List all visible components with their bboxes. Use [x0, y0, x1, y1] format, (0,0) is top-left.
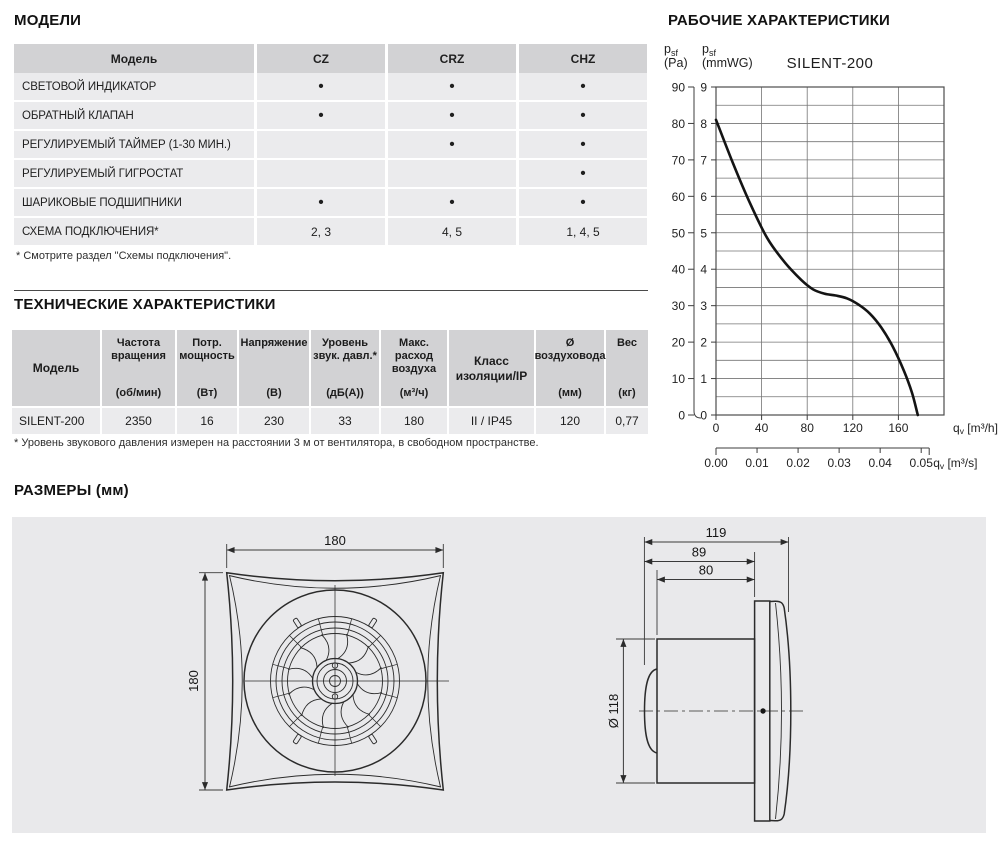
tech-header-name: Напряжение [240, 337, 308, 349]
models-col-header-CZ: CZ [257, 44, 385, 74]
tech-col-header [536, 330, 604, 406]
svg-text:2: 2 [700, 335, 707, 350]
models-value-cell: • [257, 73, 385, 100]
svg-text:0.01: 0.01 [745, 456, 769, 470]
svg-text:10: 10 [671, 372, 685, 387]
tech-header-unit: (кг) [618, 387, 636, 400]
models-value-cell: • [519, 160, 647, 187]
svg-text:0.05: 0.05 [909, 456, 933, 470]
svg-text:120: 120 [842, 421, 863, 435]
tech-col-header [177, 330, 237, 406]
tech-header-name: Потр. мощность [179, 337, 235, 362]
models-footnote: * Смотрите раздел "Схемы подключения". [16, 250, 232, 262]
chart-title: SILENT-200 [786, 55, 874, 72]
svg-text:0.02: 0.02 [786, 456, 810, 470]
dimensions-section-title: РАЗМЕРЫ (мм) [14, 482, 129, 499]
svg-text:90: 90 [671, 80, 685, 95]
tech-col-header [381, 330, 447, 406]
tech-value-cell: 120 [536, 408, 604, 434]
svg-text:6: 6 [700, 189, 707, 204]
tech-value-cell: 230 [239, 408, 309, 434]
front-width-dim: 180 [324, 533, 346, 548]
models-value-cell: • [257, 189, 385, 216]
svg-text:80: 80 [671, 116, 685, 131]
tech-header-name: Уровень звук. давл.* [313, 337, 377, 362]
side-view-drawing [606, 525, 803, 821]
tech-value-cell: 0,77 [606, 408, 648, 434]
svg-text:9: 9 [700, 80, 707, 95]
svg-text:0.04: 0.04 [868, 456, 892, 470]
svg-text:40: 40 [671, 262, 685, 277]
models-value-cell: 1, 4, 5 [519, 218, 647, 245]
svg-text:4: 4 [700, 262, 707, 277]
tech-col-header [12, 330, 100, 406]
models-value-cell [388, 160, 516, 187]
models-feature-label: РЕГУЛИРУЕМЫЙ ГИГРОСТАТ [14, 160, 254, 187]
models-value-cell: • [257, 102, 385, 129]
svg-text:7: 7 [700, 153, 707, 168]
tech-table [12, 330, 648, 434]
svg-text:70: 70 [671, 153, 685, 168]
axis-unit-label: qv [m³/s] [933, 456, 978, 471]
side-body-depth-dim: 89 [691, 544, 707, 560]
tech-header-unit: (дБ(А)) [326, 387, 364, 400]
side-total-depth-dim: 119 [705, 525, 727, 540]
tech-header-name: Макс. расход воздуха [391, 337, 437, 375]
svg-text:60: 60 [671, 189, 685, 204]
tech-col-header [606, 330, 648, 406]
models-feature-label: СВЕТОВОЙ ИНДИКАТОР [14, 73, 254, 100]
models-value-cell: • [388, 73, 516, 100]
side-duct-length-dim: 80 [698, 562, 714, 578]
models-value-cell: • [519, 102, 647, 129]
models-col-header-CRZ: CRZ [388, 44, 516, 74]
tech-value-cell: SILENT-200 [12, 408, 100, 434]
svg-text:0.00: 0.00 [704, 456, 728, 470]
models-col-header-CHZ: CHZ [519, 44, 647, 74]
front-height-dim: 180 [186, 670, 201, 692]
models-value-cell: • [388, 189, 516, 216]
svg-text:3: 3 [700, 299, 707, 314]
tech-col-header [102, 330, 175, 406]
svg-text:5: 5 [700, 226, 707, 241]
tech-header-name: Модель [32, 361, 80, 376]
tech-footnote: * Уровень звукового давления измерен на расстоянии 3 м от вентилятора, в свободном пространстве. [14, 437, 539, 449]
performance-section-title: РАБОЧИЕ ХАРАКТЕРИСТИКИ [668, 12, 891, 29]
models-feature-label: РЕГУЛИРУЕМЫЙ ТАЙМЕР (1-30 МИН.) [14, 131, 254, 158]
tech-header-name: Частота вращения [111, 337, 166, 362]
tech-value-cell: 180 [381, 408, 447, 434]
models-value-cell: • [388, 131, 516, 158]
svg-text:0: 0 [712, 421, 720, 435]
fan-curve [716, 120, 918, 415]
y-axis-caption: $p_{sf}$ [664, 42, 678, 58]
models-feature-label: ШАРИКОВЫЕ ПОДШИПНИКИ [14, 189, 254, 216]
svg-text:0: 0 [678, 408, 685, 423]
tech-header-unit: (В) [266, 387, 282, 400]
tech-col-header [449, 330, 534, 406]
svg-text:(mmWG): (mmWG) [702, 56, 753, 70]
svg-text:1: 1 [700, 372, 707, 387]
tech-col-header [239, 330, 309, 406]
tech-header-name: Вес [616, 337, 638, 349]
svg-text:(Pa): (Pa) [664, 56, 688, 70]
dimensions-panel [12, 517, 986, 833]
models-value-cell: • [519, 73, 647, 100]
models-col-header-Модель: Модель [14, 44, 254, 74]
models-value-cell: • [519, 131, 647, 158]
tech-header-name: Ø воздуховода [534, 337, 606, 362]
svg-text:30: 30 [671, 299, 685, 314]
side-duct-diameter-dim: Ø 118 [606, 693, 621, 729]
tech-header-unit: (об/мин) [115, 387, 162, 400]
models-section-title: МОДЕЛИ [14, 12, 82, 29]
models-value-cell [257, 131, 385, 158]
performance-chart [658, 36, 1000, 482]
models-feature-label: ОБРАТНЫЙ КЛАПАН [14, 102, 254, 129]
center-dot [760, 708, 765, 713]
models-value-cell: 4, 5 [388, 218, 516, 245]
tech-value-cell: 2350 [102, 408, 175, 434]
dimension-drawings [12, 517, 986, 833]
svg-text:80: 80 [800, 421, 814, 435]
svg-text:0: 0 [700, 408, 707, 423]
models-value-cell: • [388, 102, 516, 129]
tech-header-unit: (Вт) [196, 387, 218, 400]
tech-header-unit: (м³/ч) [399, 387, 429, 400]
tech-value-cell: II / IP45 [449, 408, 534, 434]
axis-unit-label: qv [m³/h] [953, 421, 998, 436]
models-feature-label: СХЕМА ПОДКЛЮЧЕНИЯ* [14, 218, 254, 245]
models-value-cell: • [519, 189, 647, 216]
tech-value-cell: 33 [311, 408, 379, 434]
models-value-cell [257, 160, 385, 187]
y-axis-caption: $p_{sf}$ [702, 42, 716, 58]
svg-text:50: 50 [671, 226, 685, 241]
tech-value-cell: 16 [177, 408, 237, 434]
section-divider [14, 290, 648, 291]
models-table [14, 44, 647, 245]
tech-header-unit: (мм) [558, 387, 582, 400]
svg-text:0.03: 0.03 [827, 456, 851, 470]
tech-header-name: Класс изоляции/IP [455, 354, 528, 383]
tech-col-header [311, 330, 379, 406]
models-value-cell: 2, 3 [257, 218, 385, 245]
svg-text:160: 160 [888, 421, 909, 435]
tech-section-title: ТЕХНИЧЕСКИЕ ХАРАКТЕРИСТИКИ [14, 296, 276, 313]
front-view-drawing [186, 533, 449, 790]
svg-text:20: 20 [671, 335, 685, 350]
svg-text:8: 8 [700, 116, 707, 131]
svg-text:40: 40 [754, 421, 769, 435]
